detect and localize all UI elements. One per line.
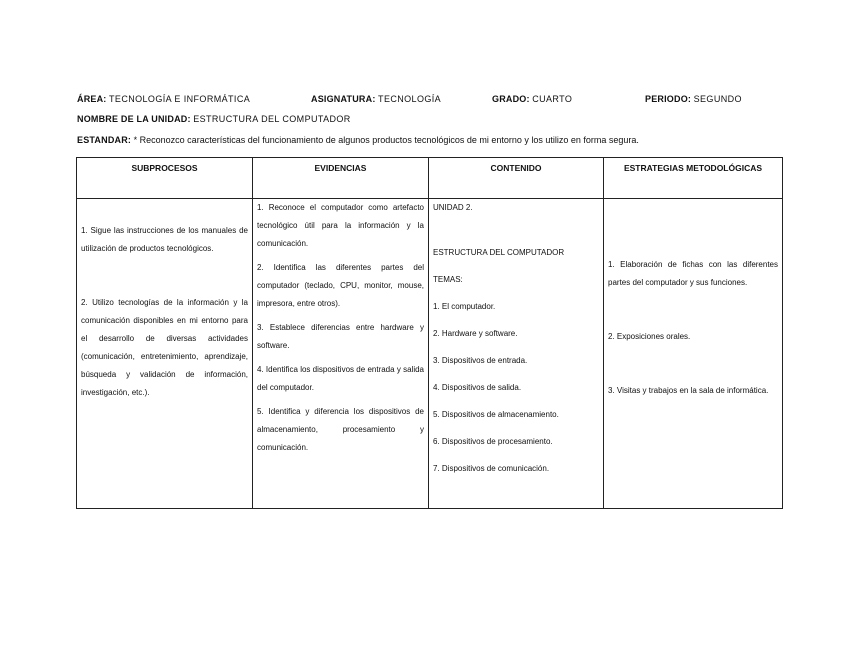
tema-item: 3. Dispositivos de entrada. [433,356,528,365]
estandar-line [77,135,639,145]
tema-item: 7. Dispositivos de comunicación. [433,464,550,473]
contenido-titulo: ESTRUCTURA DEL COMPUTADOR [433,248,565,257]
periodo-value: SEGUNDO [693,94,742,104]
estrategia-item: 1. Elaboración de fichas con las diferentes partes del computador y sus funciones. [608,260,778,287]
asignatura-field [311,94,441,104]
column-header-estrategias: ESTRATEGIAS METODOLÓGICAS [604,158,783,199]
tema-item: 2. Hardware y software. [433,329,518,338]
unidad-value: ESTRUCTURA DEL COMPUTADOR [193,114,351,124]
tema-item: 1. El computador. [433,302,496,311]
evidencia-item: 3. Establece diferencias entre hardware y software. [257,323,424,350]
evidencias-cell [253,199,429,509]
estrategias-cell [604,199,783,509]
evidencia-item: 1. Reconoce el computador como artefacto tecnológico útil para la información y la comunicación. [257,203,424,248]
subprocesos-cell [77,199,253,509]
unidad-line [77,114,351,124]
estrategia-item: 2. Exposiciones orales. [608,332,691,341]
periodo-field [645,94,742,104]
contenido-temas-label: TEMAS: [433,275,463,284]
evidencia-item: 5. Identifica y diferencia los dispositivos de almacenamiento, procesamiento y comunicación. [257,407,424,452]
area-field [77,94,250,104]
asignatura-label: ASIGNATURA: [311,94,376,104]
periodo-label: PERIODO: [645,94,692,104]
contenido-cell [429,199,604,509]
grado-field [492,94,572,104]
evidencia-item: 2. Identifica las diferentes partes del computador (teclado, CPU, monitor, mouse, impresora, entre otros). [257,263,424,308]
contenido-unidad: UNIDAD 2. [433,203,473,212]
table-header-row [77,158,783,199]
grado-label: GRADO: [492,94,530,104]
tema-item: 6. Dispositivos de procesamiento. [433,437,553,446]
estandar-label: ESTANDAR: [77,135,132,145]
curriculum-table [76,157,783,509]
tema-item: 4. Dispositivos de salida. [433,383,522,392]
grado-value: CUARTO [532,94,573,104]
area-value: TECNOLOGÍA E INFORMÁTICA [109,94,251,104]
subproceso-item: 1. Sigue las instrucciones de los manuales de utilización de productos tecnológicos. [81,226,248,253]
column-header-evidencias: EVIDENCIAS [253,158,429,199]
column-header-subprocesos: SUBPROCESOS [77,158,253,199]
estandar-value: * Reconozco características del funcionamiento de algunos productos tecnológicos de mi entorno y los utilizo en forma segura. [133,135,639,145]
subproceso-item: 2. Utilizo tecnologías de la información y la comunicación disponibles en mi entorno para el desarrollo de diversas actividades (comunicación, entretenimiento, aprendizaje, búsqueda y validación de información, investigación, etc.). [81,298,248,397]
tema-item: 5. Dispositivos de almacenamiento. [433,410,559,419]
column-header-contenido: CONTENIDO [429,158,604,199]
estrategia-item: 3. Visitas y trabajos en la sala de informática. [608,386,769,395]
asignatura-value: TECNOLOGÍA [378,94,442,104]
evidencia-item: 4. Identifica los dispositivos de entrada y salida del computador. [257,365,424,392]
area-label: ÁREA: [77,94,107,104]
unidad-label: NOMBRE DE LA UNIDAD: [77,114,191,124]
table-row [77,199,783,509]
